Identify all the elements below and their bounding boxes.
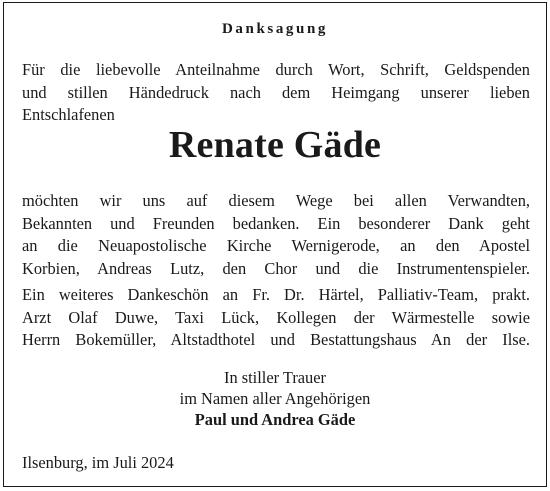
signature-line: In stiller Trauer (224, 368, 326, 387)
thanks-paragraph (22, 190, 530, 280)
intro-line: Entschlafenen (22, 105, 115, 125)
place-date: Ilsenburg, im Juli 2024 (22, 453, 174, 472)
thanks-line: möchten wir uns auf diesem Wege bei allen Verwandten, (22, 191, 530, 210)
signature-block (4, 367, 546, 430)
extra-thanks-paragraph (22, 284, 530, 352)
extra-thanks-line: Herrn Bokemüller, Altstadthotel und Bestattungshaus An der Ilse. (22, 330, 530, 350)
obituary-notice (3, 2, 547, 487)
intro-paragraph (22, 59, 530, 127)
intro-line: und stillen Händedruck nach dem Heimgang unserer lieben (22, 82, 530, 102)
extra-thanks-line: Ein weiteres Dankeschön an Fr. Dr. Härtel, Palliativ-Team, prakt. (22, 285, 530, 304)
thanks-line: an die Neuapostolische Kirche Wernigerode, an den Apostel (22, 236, 530, 256)
deceased-name: Renate Gäde (168, 124, 382, 166)
thanks-line: Korbien, Andreas Lutz, den Chor und die Instrumentenspieler. (22, 258, 530, 278)
thanks-line: Bekannten und Freunden bedanken. Ein besonderer Dank geht (22, 213, 530, 233)
signature-line: im Namen aller Angehörigen (179, 389, 371, 408)
mourners-names: Paul und Andrea Gäde (194, 410, 356, 429)
notice-heading: Danksagung (221, 21, 329, 37)
extra-thanks-line: Arzt Olaf Duwe, Taxi Lück, Kollegen der Wärmestelle sowie (22, 307, 530, 327)
intro-line: Für die liebevolle Anteilnahme durch Wort, Schrift, Geldspenden (22, 60, 530, 79)
